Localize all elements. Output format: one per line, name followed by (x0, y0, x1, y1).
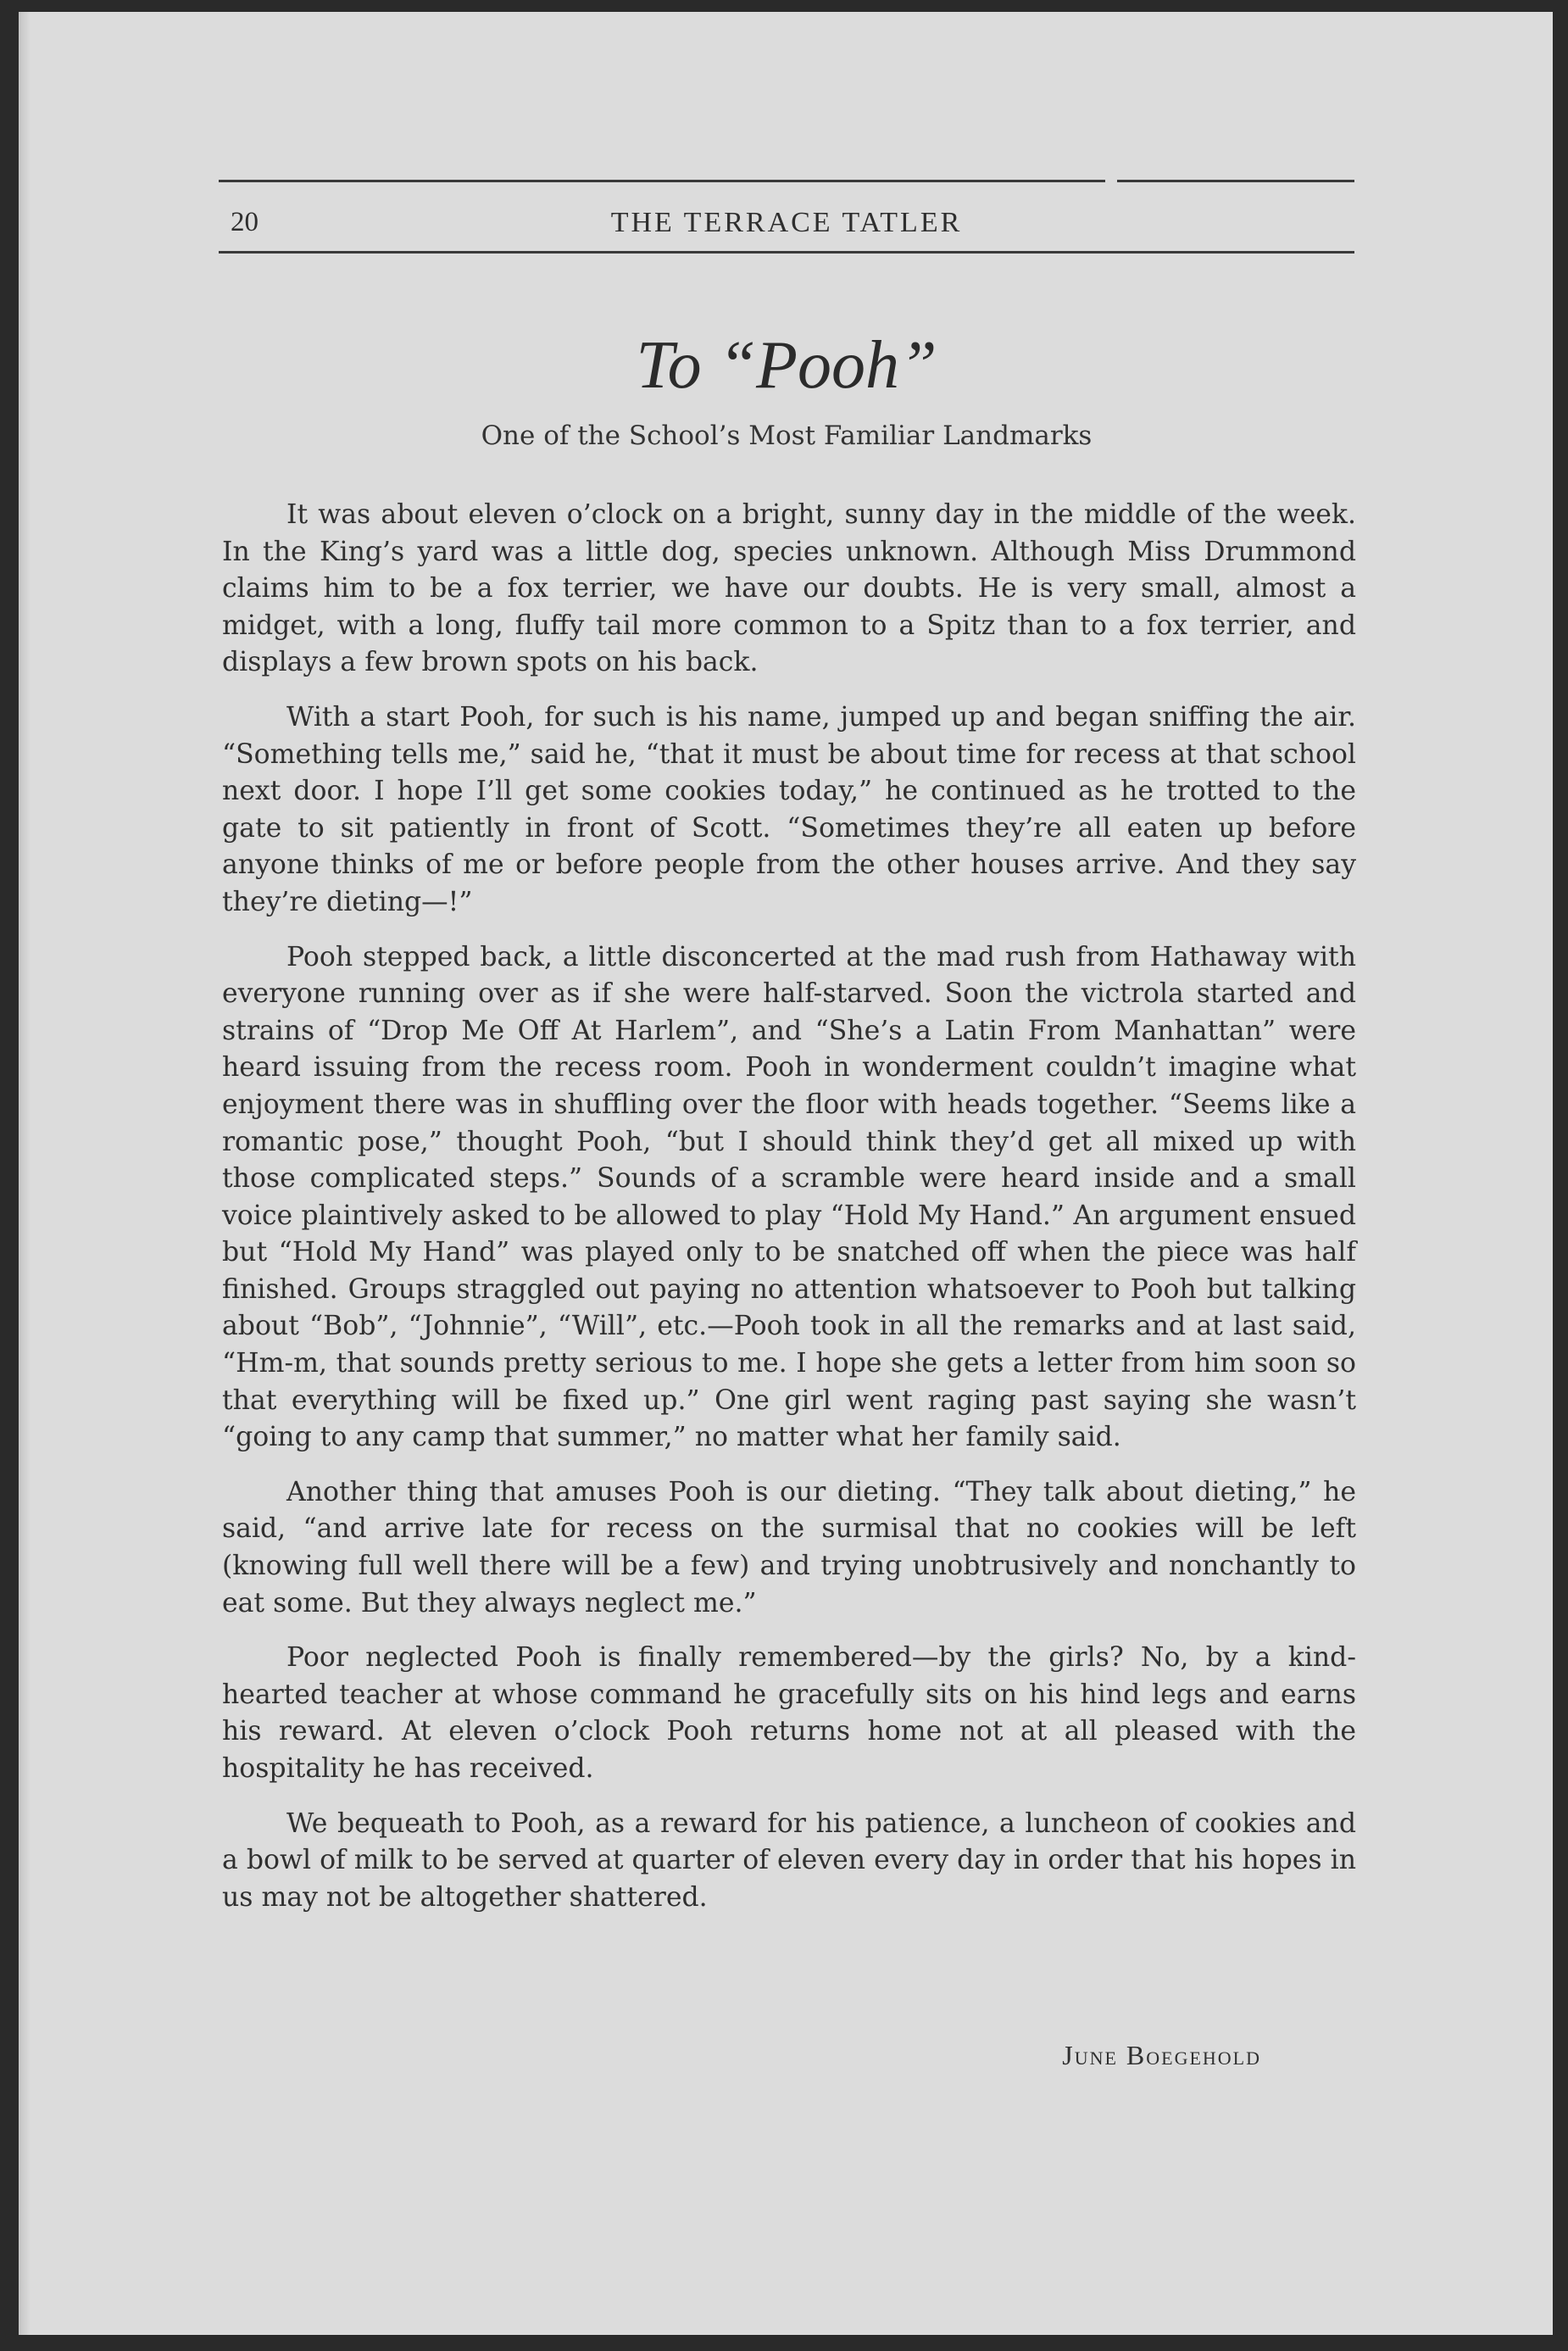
author-signature: June Boegehold (1062, 2040, 1261, 2070)
header-rule-top-left (219, 180, 1105, 182)
article-title: To “Pooh” (636, 328, 937, 403)
paragraph: Another thing that amuses Pooh is our dieting. “They talk about dieting,” he said, “and arrive late for recess on the surmisal that no cookies will be left (knowing full well there will be a few) and trying unobtrusively and nonchantly to eat some. But they always neglect me.” (222, 1476, 1356, 1618)
header-rule-top-right (1117, 180, 1354, 182)
paragraph: We bequeath to Pooh, as a reward for his patience, a luncheon of cookies and a bowl of milk to be served at quarter of eleven every day in order that his hopes in us may not be altogether shattered. (222, 1808, 1356, 1913)
running-head (219, 207, 1354, 249)
article-subtitle: One of the School’s Most Familiar Landmarks (481, 421, 1093, 451)
page-number: 20 (231, 207, 259, 237)
paragraph: With a start Pooh, for such is his name, jumped up and began sniffing the air. “Something tells me,” said he, “that it must be about time for recess at that school next door. I hope I’ll get some cookies today,” he continued as he trotted to the gate to sit patiently in front of Scott. “Sometimes they’re all eaten up before anyone thinks of me or before people from the other houses arrive. And they say they’re dieting—!” (222, 701, 1356, 917)
header-rule-bottom (219, 251, 1354, 253)
page-edge (19, 12, 31, 2335)
article-body (222, 497, 1356, 1934)
paragraph: Pooh stepped back, a little disconcerted at the mad rush from Hathaway with everyone running over as if she were half-starved. Soon the victrola started and strains of “Drop Me Off At Harlem”, and “She’s a Latin From Manhattan” were heard issuing from the recess room. Pooh in wonderment couldn’t imagine what enjoyment there was in shuffling over the floor with heads together. “Seems like a romantic pose,” thought Pooh, “but I should think they’d get all mixed up with those complicated steps.” Sounds of a scramble were heard inside and a small voice plaintively asked to be allowed to play “Hold My Hand.” An argument ensued but “Hold My Hand” was played only to be snatched off when the piece was half finished. Groups straggled out paying no attention whatsoever to Pooh but talking about “Bob”, “Johnnie”, “Will”, etc.—Pooh took in all the remarks and at last said, “Hm-m, that sounds pretty serious to me. I hope she gets a letter from him soon so that everything will be fixed up.” One girl went raging past saying she wasn’t “going to any camp that summer,” no matter what her family said. (222, 941, 1356, 1453)
paragraph: Poor neglected Pooh is finally remembered—by the girls? No, by a kind-hearted teacher at whose command he gracefully sits on his hind legs and earns his reward. At eleven o’clock Pooh returns home not at all pleased with the hospitality he has received. (222, 1642, 1356, 1784)
journal-title: THE TERRACE TATLER (610, 207, 963, 238)
paragraph: It was about eleven o’clock on a bright, sunny day in the middle of the week. In the King’s yard was a little dog, species unknown. Although Miss Drummond claims him to be a fox terrier, we have our doubts. He is very small, almost a midget, with a long, fluffy tail more common to a Spitz than to a fox terrier, and displays a few brown spots on his back. (222, 499, 1356, 678)
